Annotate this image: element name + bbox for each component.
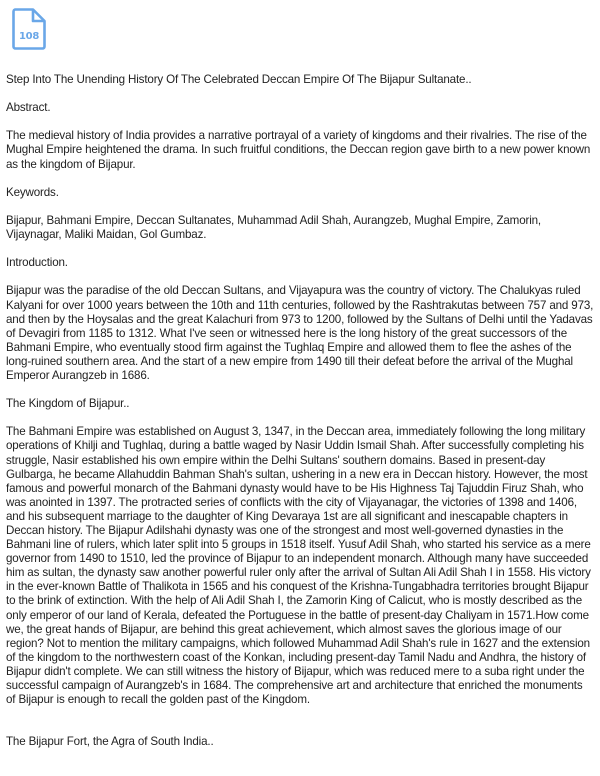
document-body — [6, 73, 594, 764]
abstract-text: The medieval history of India provides a narrative portrayal of a variety of kingdoms and their rivalries. The rise of the Mughal Empire heightened the drama. In such fruitful conditions, the Deccan region gave birth to a new power known as the kingdom of Bijapur. — [6, 129, 591, 171]
introduction-text: Bijapur was the paradise of the old Deccan Sultans, and Vijayapura was the country of victory. The Chalukyas ruled Kalyani for over 1000 years between the 10th and 11th centuries, followed by the Rashtrakutas between 757 and 973, and then by the Hoysalas and the great Kalachuri from 973 to 1200, followed by the Sultans of Delhi until the Yadavas of Devagiri from 1185 to 1312. What I've seen or witnessed here is the long history of the great successors of the Bahmani Empire, who eventually stood firm against the Tughlaq Empire and allowed them to flee the ashes of the long-ruined southern area. And the start of a new empire from 1490 till their defeat before the arrival of the Mughal Emperor Aurangzeb in 1686. — [6, 284, 594, 382]
page-number: 108 — [19, 31, 39, 42]
abstract-heading: Abstract. — [6, 101, 51, 115]
kingdom-text: The Bahmani Empire was established on August 3, 1347, in the Deccan area, immediately following the long military operations of Khilji and Tughlaq, during a battle waged by Nasir Uddin Ismail Shah. After successfully completing his struggle, Nasir established his own empire within the Delhi Sultans' southern domains. Based in present-day Gulbarga, he became Allahuddin Bahman Shah's sultan, ushering in a new era in Deccan history. However, the most famous and powerful monarch of the Bahmani dynasty would have to be His Highness Taj Tajuddin Firuz Shah, who was anointed in 1397. The protracted series of conflicts with the city of Vijayanagar, the victories of 1398 and 1406, and his subsequent marriage to the daughter of King Devaraya 1st are all significant and inescapable chapters in Deccan history. The Bijapur Adilshahi dynasty was one of the strongest and most well-governed dynasties in the Bahmani line of rulers, which later split into 5 groups in 1518 itself. Yusuf Adil Shah, who started his service as a mere governor from 1490 to 1510, led the province of Bijapur to an independent monarch. Although many have succeeded him as sultan, the dynasty saw another powerful ruler only after the arrival of Sultan Ali Adil Shah I in 1558. His victory in the ever-known Battle of Thalikota in 1565 and his conquest of the Krishna-Tungabhadra territories brought Bijapur to the brink of extinction. With the help of Ali Adil Shah I, the Zamorin King of Calicut, who is mostly described as the only emperor of our land of Kerala, defeated the Portuguese in the battle of present-day Chaliyam in 1571.How come we, the great hands of Bijapur, are behind this great achievement, which almost saves the glorious image of our region? Not to mention the military campaigns, which followed Muhammad Adil Shah's rule in 1627 and the extension of the kingdom to the northwestern coast of the Konkan, including present-day Tamil Nadu and Andhra, the history of Bijapur didn't complete. We can still witness the history of Bijapur, which was reduced mere to a suba right under the successful campaign of Aurangzeb's in 1684. The comprehensive art and architecture that enriched the monuments of Bijapur is enough to recall the golden past of the Kingdom. — [6, 425, 591, 707]
introduction-heading: Introduction. — [6, 256, 68, 270]
document-icon — [12, 8, 46, 50]
keywords-text: Bijapur, Bahmani Empire, Deccan Sultanates, Muhammad Adil Shah, Aurangzeb, Mughal Empire, Zamorin, Vijaynagar, Maliki Maidan, Gol Gumbaz. — [6, 213, 541, 242]
kingdom-heading: The Kingdom of Bijapur.. — [6, 397, 130, 411]
keywords-heading: Keywords. — [6, 185, 59, 199]
fort-heading: The Bijapur Fort, the Agra of South India.. — [6, 735, 214, 749]
document-icon-shape — [12, 8, 46, 50]
document-title: Step Into The Unending History Of The Celebrated Deccan Empire Of The Bijapur Sultanate.. — [6, 73, 472, 86]
